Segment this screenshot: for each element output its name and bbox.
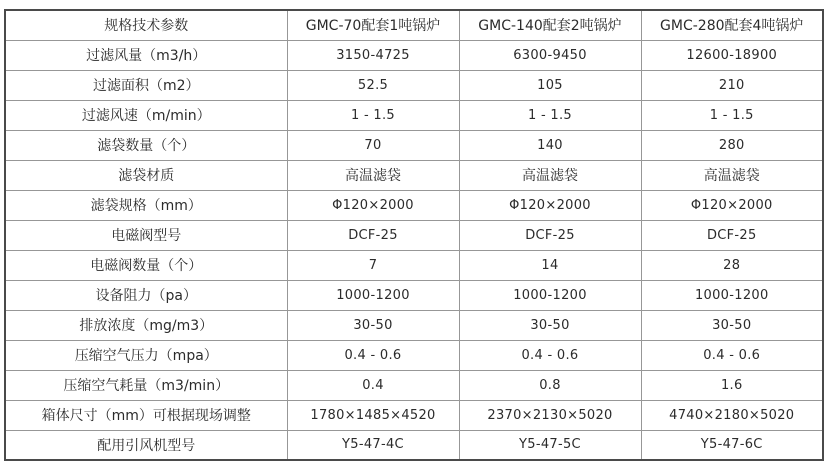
row-label: 压缩空气压力（mpa） [5,340,287,370]
column-header-parameter: 规格技术参数 [5,10,287,40]
row-label: 滤袋材质 [5,160,287,190]
table-row-filter-wind-speed [5,100,823,130]
row-label: 设备阻力（pa） [5,280,287,310]
table-row-bag-quantity [5,130,823,160]
cell-value: 140 [459,130,641,160]
row-label: 过滤面积（m2） [5,70,287,100]
cell-value: 1000-1200 [641,280,823,310]
table-row-solenoid-valve-model [5,220,823,250]
row-label: 过滤风量（m3/h） [5,40,287,70]
table-row-bag-material [5,160,823,190]
cell-value: 0.4 - 0.6 [641,340,823,370]
table-row-fan-model [5,430,823,460]
cell-value: DCF-25 [641,220,823,250]
table-row-equipment-resistance [5,280,823,310]
table-header-row [5,10,823,40]
table-row-emission-concentration [5,310,823,340]
cell-value: 70 [287,130,459,160]
cell-value: 1000-1200 [287,280,459,310]
cell-value: DCF-25 [459,220,641,250]
boiler-spec-table [4,9,824,461]
table-row-box-dimensions [5,400,823,430]
row-label: 电磁阀数量（个） [5,250,287,280]
cell-value: 1.6 [641,370,823,400]
cell-value: 0.4 - 0.6 [287,340,459,370]
cell-value: Y5-47-5C [459,430,641,460]
cell-value: 7 [287,250,459,280]
cell-value: 105 [459,70,641,100]
cell-value: 高温滤袋 [287,160,459,190]
cell-value: 高温滤袋 [641,160,823,190]
row-label: 滤袋规格（mm） [5,190,287,220]
cell-value: 12600-18900 [641,40,823,70]
cell-value: 3150-4725 [287,40,459,70]
cell-value: 6300-9450 [459,40,641,70]
cell-value: 14 [459,250,641,280]
row-label: 配用引风机型号 [5,430,287,460]
table-row-filter-air-volume [5,40,823,70]
cell-value: 高温滤袋 [459,160,641,190]
cell-value: 2370×2130×5020 [459,400,641,430]
row-label: 过滤风速（m/min） [5,100,287,130]
cell-value: 210 [641,70,823,100]
cell-value: 0.4 - 0.6 [459,340,641,370]
table-row-bag-spec [5,190,823,220]
table-row-compressed-air-pressure [5,340,823,370]
cell-value: 30-50 [287,310,459,340]
cell-value: Φ120×2000 [641,190,823,220]
table-row-compressed-air-consumption [5,370,823,400]
cell-value: 1780×1485×4520 [287,400,459,430]
column-header-gmc-280: GMC-280配套4吨锅炉 [641,10,823,40]
column-header-gmc-70: GMC-70配套1吨锅炉 [287,10,459,40]
cell-value: 4740×2180×5020 [641,400,823,430]
cell-value: 52.5 [287,70,459,100]
cell-value: 1 - 1.5 [287,100,459,130]
cell-value: Y5-47-6C [641,430,823,460]
cell-value: 0.4 [287,370,459,400]
cell-value: 28 [641,250,823,280]
column-header-gmc-140: GMC-140配套2吨锅炉 [459,10,641,40]
cell-value: Y5-47-4C [287,430,459,460]
cell-value: 1000-1200 [459,280,641,310]
cell-value: DCF-25 [287,220,459,250]
row-label: 压缩空气耗量（m3/min） [5,370,287,400]
cell-value: Φ120×2000 [459,190,641,220]
row-label: 滤袋数量（个） [5,130,287,160]
table-row-solenoid-valve-quantity [5,250,823,280]
row-label: 箱体尺寸（mm）可根据现场调整 [5,400,287,430]
cell-value: 30-50 [641,310,823,340]
cell-value: 1 - 1.5 [459,100,641,130]
cell-value: 30-50 [459,310,641,340]
cell-value: Φ120×2000 [287,190,459,220]
row-label: 电磁阀型号 [5,220,287,250]
table-row-filter-area [5,70,823,100]
row-label: 排放浓度（mg/m3） [5,310,287,340]
cell-value: 1 - 1.5 [641,100,823,130]
cell-value: 280 [641,130,823,160]
cell-value: 0.8 [459,370,641,400]
